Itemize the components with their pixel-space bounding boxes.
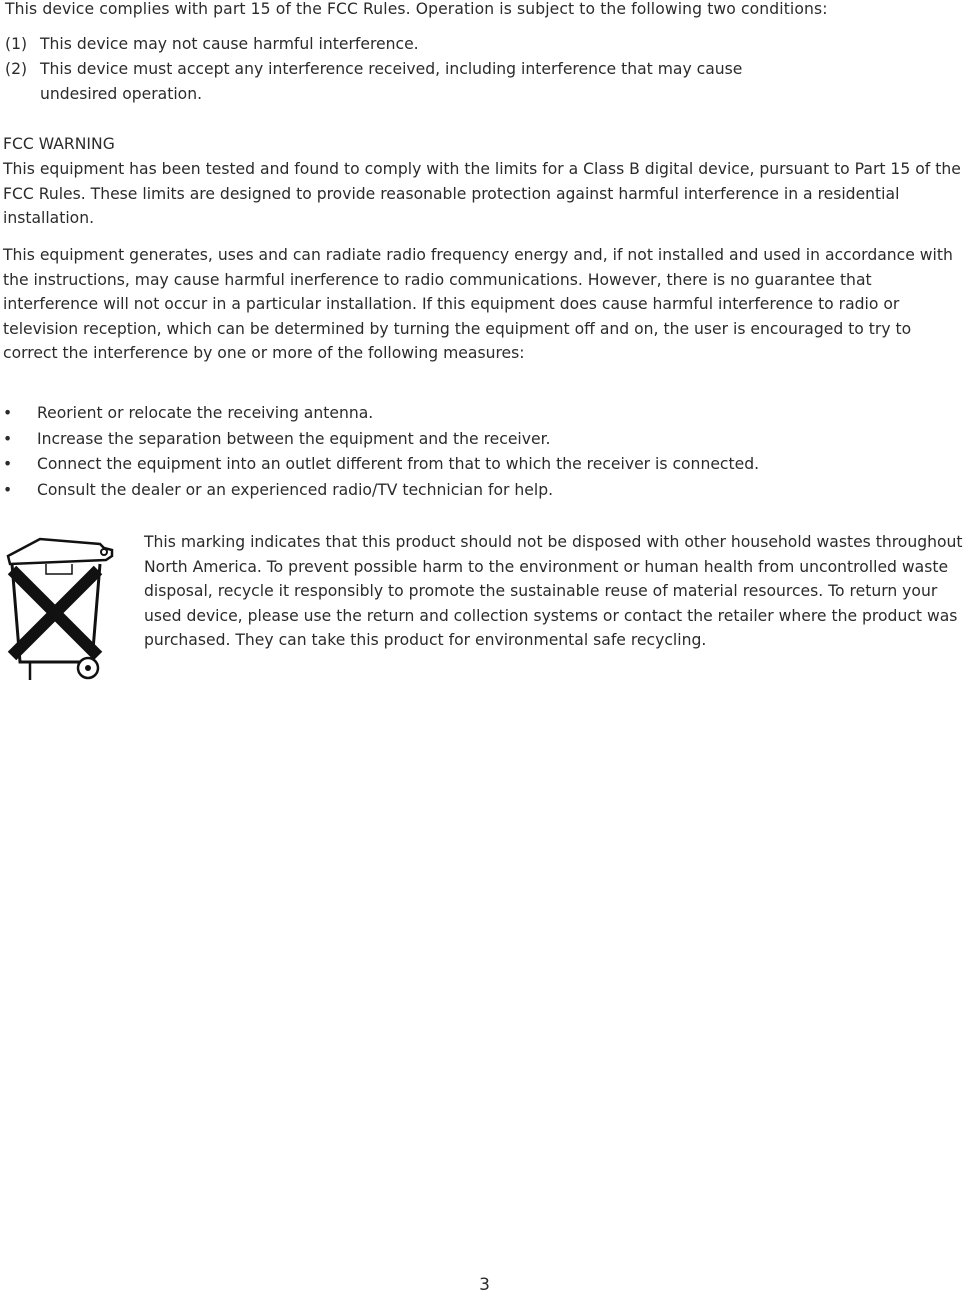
list-item [3,401,943,427]
page-number: 3 [479,1275,490,1295]
bullet-icon: • [3,480,13,499]
compliance-intro: This device complies with part 15 of the FCC Rules. Operation is subject to the following two conditions: [5,0,828,18]
condition-number: (2) [5,60,28,78]
weee-disposal-notice: This marking indicates that this product should not be disposed with other household wastes throughout North America. To prevent possible harm to the environment or human health from uncontrolled waste disposal, recycle it responsibly to promote the sustainable reuse of material resources. To return your used device, please use the return and collection systems or contact the retailer where the product was purchased. They can take this product for environmental safe recycling. [144,533,963,649]
list-item [3,478,943,504]
fcc-warning-heading: FCC WARNING [3,135,115,153]
condition-text: This device may not cause harmful interference. [40,35,419,53]
bullet-icon: • [3,429,13,448]
interference-measures-list [3,401,943,503]
list-item [3,427,943,453]
list-item [3,452,943,478]
bullet-icon: • [3,455,13,473]
measure-text: Increase the separation between the equipment and the receiver. [37,429,551,448]
fcc-warning-paragraph-2: This equipment generates, uses and can radiate radio frequency energy and, if not installed and used in accordance with the instructions, may cause harmful inerference to radio communications. However, there is no guarantee that interference will not occur in a particular installation. If this equipment does cause harmful interference to radio or television reception, which can be determined by turning the equipment off and on, the user is encouraged to try to correct the interference by one or more of the following measures: [3,246,953,362]
bullet-icon: • [3,404,13,422]
condition-text: This device must accept any interference received, including interference that may cause undesired operation. [40,60,743,103]
measure-text: Connect the equipment into an outlet different from that to which the receiver is connected. [37,455,760,473]
fcc-warning-paragraph-1: This equipment has been tested and found to comply with the limits for a Class B digital device, pursuant to Part 15 of the FCC Rules. These limits are designed to provide reasonable protection against harmful interference in a residential installation. [3,160,961,227]
condition-number: (1) [5,35,28,53]
measure-text: Consult the dealer or an experienced radio/TV technician for help. [37,480,554,499]
measure-text: Reorient or relocate the receiving antenna. [37,404,374,422]
crossed-out-wheelie-bin-icon [0,534,118,682]
